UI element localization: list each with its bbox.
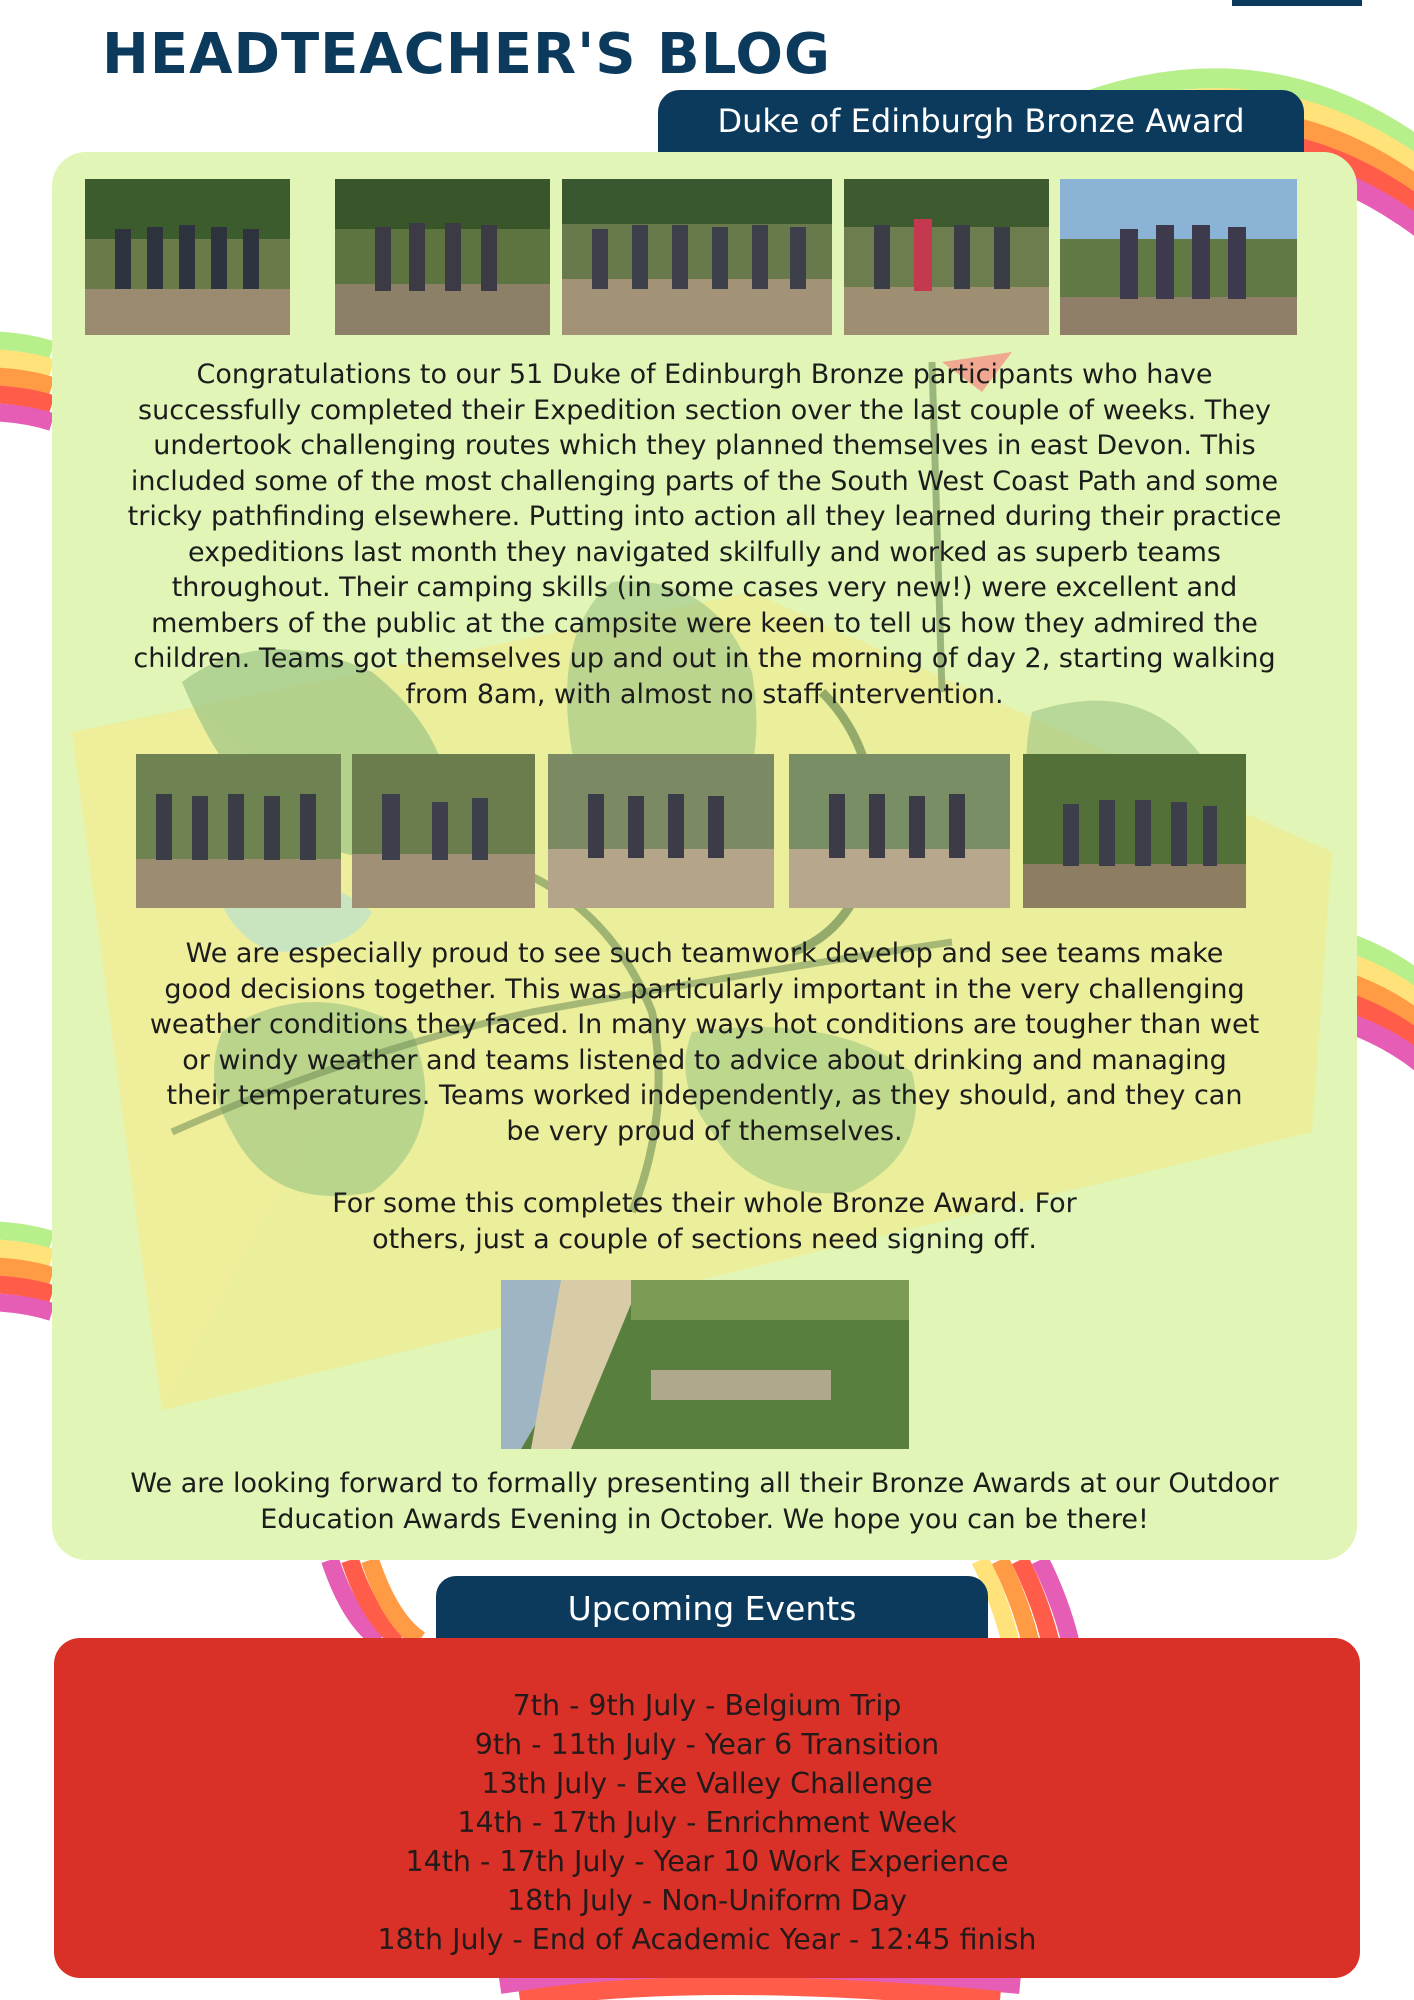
expedition-photo-4: [844, 179, 1049, 335]
upcoming-events-label: Upcoming Events: [567, 1588, 857, 1628]
expedition-photo-7: [352, 754, 535, 908]
coastal-landscape-photo: [501, 1280, 909, 1449]
expedition-photo-5: [1060, 179, 1297, 335]
event-item: 13th July - Exe Valley Challenge: [481, 1767, 933, 1800]
article-paragraph-awards-evening: We are looking forward to formally presenting all their Bronze Awards at our Outdoor Education Awards Evening in October. We hope you can be there!: [130, 1468, 1279, 1535]
expedition-photo-1: [85, 179, 290, 335]
event-item: 14th - 17th July - Enrichment Week: [457, 1806, 957, 1839]
expedition-photo-10: [1023, 754, 1246, 908]
event-item: 18th July - Non-Uniform Day: [507, 1884, 907, 1917]
section-heading-label: Duke of Edinburgh Bronze Award: [717, 102, 1245, 140]
article-paragraph-intro: Congratulations to our 51 Duke of Edinburgh Bronze participants who have successfully completed their Expedition section over the last couple of weeks. They undertook challenging routes which they planned themselves in east Devon. This included some of the most challenging parts of the South West Coast Path and some tricky pathfinding elsewhere. Putting into action all they learned during their practice expeditions last month they navigated skilfully and worked as superb teams throughout. Their camping skills (in some cases very new!) were excellent and members of the public at the campsite were keen to tell us how they admired the children. Teams got themselves up and out in the morning of day 2, starting walking from 8am, with almost no staff intervention.: [127, 359, 1282, 710]
events-list: [54, 1686, 1360, 1959]
event-item: 9th - 11th July - Year 6 Transition: [474, 1728, 940, 1761]
expedition-photo-8: [548, 754, 774, 908]
event-item: 18th July - End of Academic Year - 12:45 finish: [377, 1923, 1037, 1956]
expedition-photo-9: [789, 754, 1010, 908]
article-card: [52, 152, 1357, 1560]
upcoming-events-card: [54, 1638, 1360, 1978]
article-paragraph-completion: For some this completes their whole Bronze Award. For others, just a couple of sections need signing off.: [332, 1188, 1077, 1255]
page-title: HEADTEACHER'S BLOG: [102, 22, 831, 87]
expedition-photo-6: [136, 754, 341, 908]
event-item: 7th - 9th July - Belgium Trip: [512, 1689, 902, 1722]
article-paragraph-teamwork: We are especially proud to see such teamwork develop and see teams make good decisions together. This was particularly important in the very challenging weather conditions they faced. In many ways hot conditions are tougher than wet or windy weather and teams listened to advice about drinking and managing their temperatures. Teams worked independently, as they should, and they can be very proud of themselves.: [149, 938, 1260, 1147]
expedition-photo-2: [335, 179, 550, 335]
expedition-photo-3: [562, 179, 832, 335]
upcoming-events-heading: [436, 1576, 988, 1640]
section-heading: [658, 90, 1304, 152]
event-item: 14th - 17th July - Year 10 Work Experience: [405, 1845, 1009, 1878]
